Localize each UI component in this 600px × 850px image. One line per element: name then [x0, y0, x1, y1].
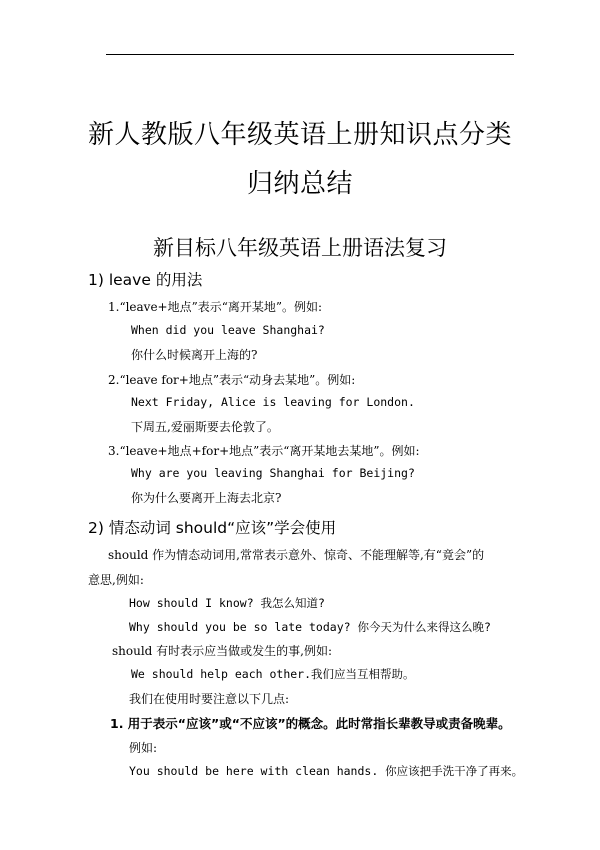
should-example-3: We should help each other.我们应当互相帮助。: [131, 667, 415, 681]
should-point-1-eg: 例如:: [129, 741, 158, 755]
leave-example-2-zh: 下周五,爱丽斯要去伦敦了。: [131, 420, 279, 434]
leave-example-3-en: Why are you leaving Shanghai for Beijing?: [131, 466, 415, 480]
should-intro-line1: should 作为情态动词用,常常表示意外、惊奇、不能理解等,有“竟会”的: [108, 548, 485, 562]
header-rule: [106, 54, 514, 55]
leave-rule-1: 1.“leave+地点”表示“离开某地”。例如:: [108, 300, 323, 314]
should-example-4: You should be here with clean hands. 你应该把手洗干净了再来。: [129, 764, 524, 778]
leave-example-1-en: When did you leave Shanghai?: [131, 323, 325, 337]
leave-example-1-zh: 你什么时候离开上海的?: [131, 348, 258, 362]
document-title-line2: 归纳总结: [246, 169, 353, 199]
leave-rule-2: 2.“leave for+地点”表示“动身去某地”。例如:: [108, 373, 356, 387]
section-heading-should: 2) 情态动词 should“应该”学会使用: [88, 519, 337, 537]
document-subtitle: 新目标八年级英语上册语法复习: [153, 236, 447, 260]
document-title-line1: 新人教版八年级英语上册知识点分类: [87, 120, 512, 150]
should-point-1: 1. 用于表示“应该”或“不应该”的概念。此时常指长辈教导或责备晚辈。: [110, 716, 511, 731]
should-note: should 有时表示应当做或发生的事,例如:: [112, 644, 333, 658]
should-example-1: How should I know? 我怎么知道?: [129, 596, 325, 610]
leave-example-2-en: Next Friday, Alice is leaving for London.: [131, 395, 415, 409]
leave-rule-3: 3.“leave+地点+for+地点”表示“离开某地去某地”。例如:: [108, 444, 420, 458]
should-intro-line2: 意思,例如:: [88, 573, 144, 587]
leave-example-3-zh: 你为什么要离开上海去北京?: [131, 491, 282, 505]
section-heading-leave: 1) leave 的用法: [88, 271, 203, 289]
should-attention: 我们在使用时要注意以下几点:: [129, 692, 290, 706]
should-example-2: Why should you be so late today? 你今天为什么来得这么晚?: [129, 620, 491, 634]
